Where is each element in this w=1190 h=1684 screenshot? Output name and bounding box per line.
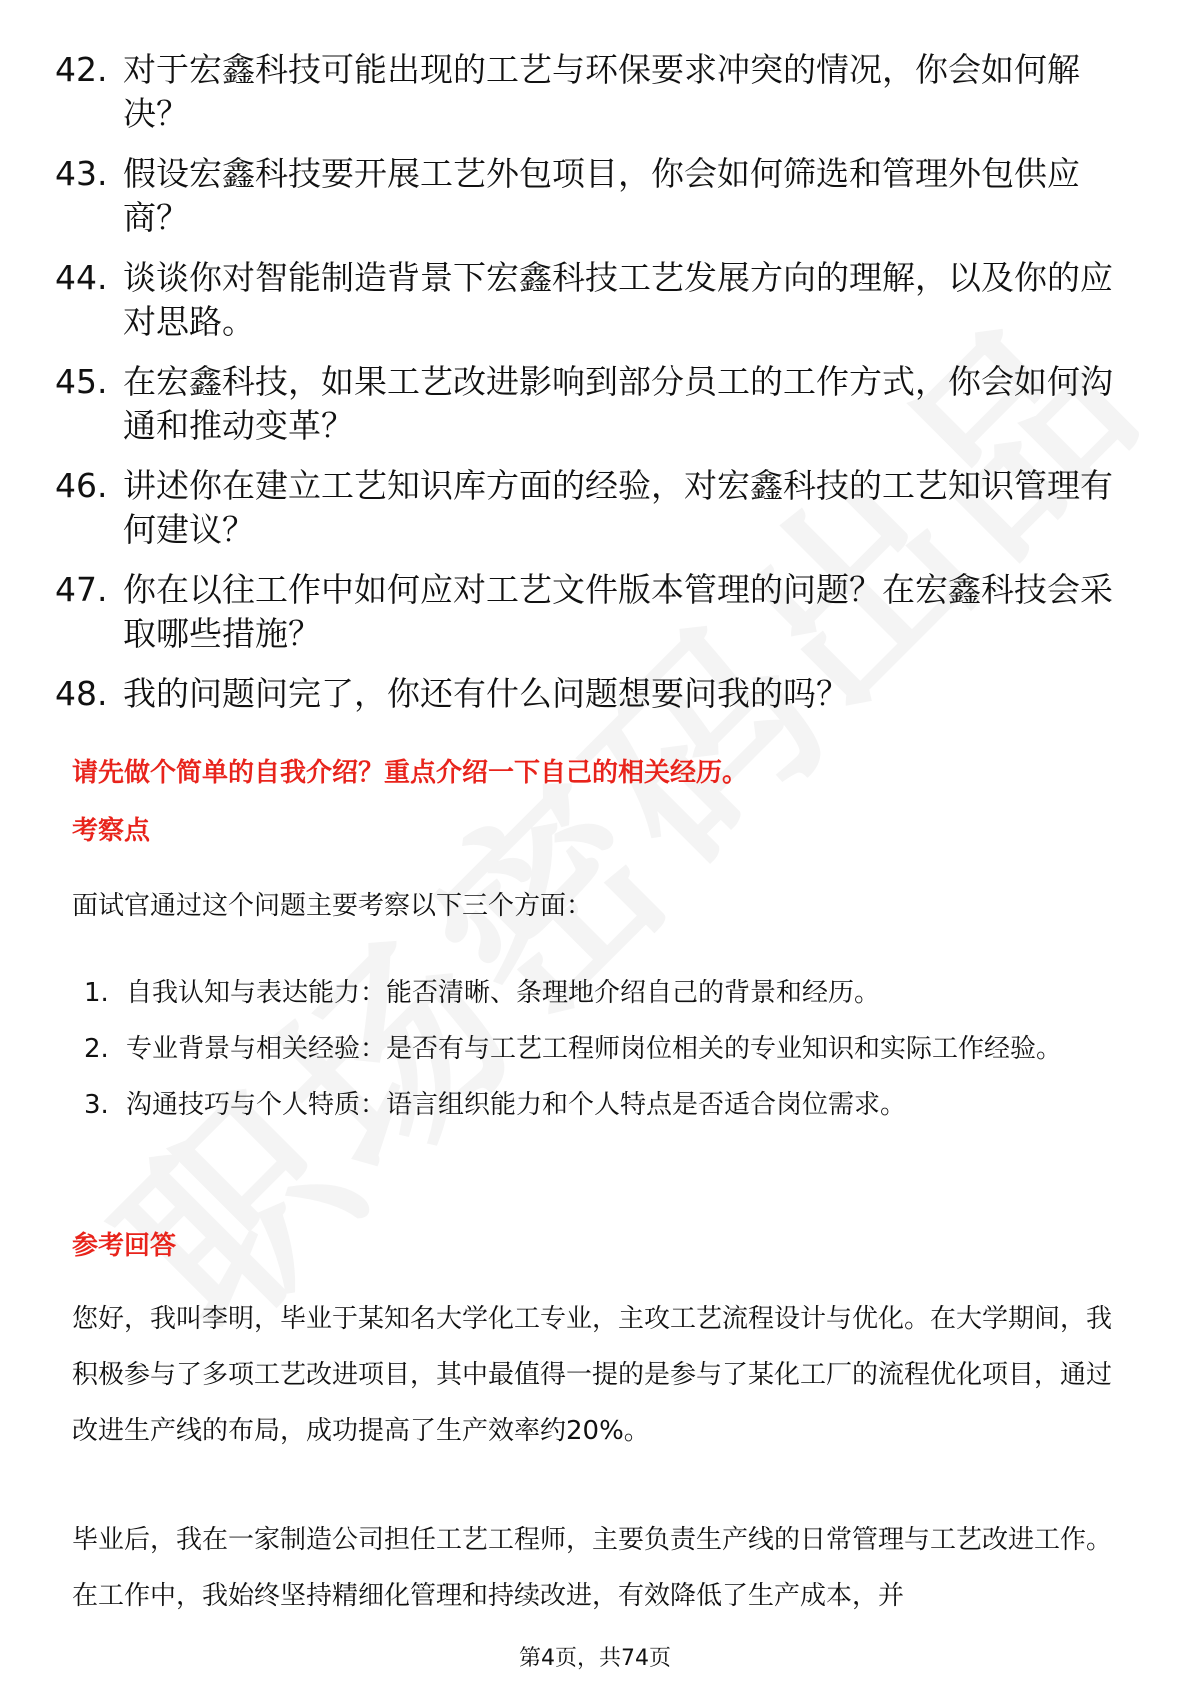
answer-paragraph: 您好，我叫李明，毕业于某知名大学化工专业，主攻工艺流程设计与优化。在大学期间，我积极参与了多项工艺改进项目，其中最值得一提的是参与了某化工厂的流程优化项目，通过改进生产线的布局，成功提高了生产效率约20%。 [72,1304,1113,1446]
question-item [55,360,1125,448]
answer-paragraph: 毕业后，我在一家制造公司担任工艺工程师，主要负责生产线的日常管理与工艺改进工作。在工作中，我始终坚持精细化管理和持续改进，有效降低了生产成本，并 [72,1525,1113,1611]
question-item [55,48,1125,136]
question-number: 47. [55,570,108,609]
focus-item-text: 沟通技巧与个人特质：语言组织能力和个人特点是否适合岗位需求。 [126,1090,907,1120]
question-number: 44. [55,258,108,297]
question-number: 48. [55,674,108,713]
focus-list [84,965,1124,1133]
question-item [55,672,1125,716]
focus-list-item [84,1077,1124,1133]
question-item [55,256,1125,344]
answer-heading: 参考回答 [72,1231,177,1261]
question-text: 讲述你在建立工艺知识库方面的经验，对宏鑫科技的工艺知识管理有何建议？ [123,466,1113,549]
question-text: 假设宏鑫科技要开展工艺外包项目，你会如何筛选和管理外包供应商？ [123,154,1080,237]
question-text: 你在以往工作中如何应对工艺文件版本管理的问题？在宏鑫科技会采取哪些措施？ [123,570,1113,653]
section-question-title: 请先做个简单的自我介绍？重点介绍一下自己的相关经历。 [72,758,749,788]
focus-item-number: 1. [84,978,109,1008]
focus-item-text: 专业背景与相关经验：是否有与工艺工程师岗位相关的专业知识和实际工作经验。 [126,1034,1063,1064]
focus-lead-text: 面试官通过这个问题主要考察以下三个方面： [72,891,593,921]
page-number-footer: 第4页，共74页 [519,1646,671,1671]
question-number: 43. [55,154,108,193]
question-number: 45. [55,362,108,401]
question-text: 谈谈你对智能制造背景下宏鑫科技工艺发展方向的理解，以及你的应对思路。 [123,258,1113,341]
question-item [55,568,1125,656]
question-number: 46. [55,466,108,505]
focus-list-item [84,1021,1124,1077]
focus-heading: 考察点 [72,816,151,846]
focus-item-number: 2. [84,1034,109,1064]
question-text: 对于宏鑫科技可能出现的工艺与环保要求冲突的情况，你会如何解决？ [123,50,1080,133]
focus-item-text: 自我认知与表达能力：能否清晰、条理地介绍自己的背景和经历。 [126,978,881,1008]
focus-item-number: 3. [84,1090,109,1120]
focus-list-item [84,965,1124,1021]
question-text: 在宏鑫科技，如果工艺改进影响到部分员工的工作方式，你会如何沟通和推动变革？ [123,362,1113,445]
question-text: 我的问题问完了，你还有什么问题想要问我的吗？ [123,674,849,713]
question-number: 42. [55,50,108,89]
question-list [55,48,1125,732]
question-item [55,464,1125,552]
question-item [55,152,1125,240]
